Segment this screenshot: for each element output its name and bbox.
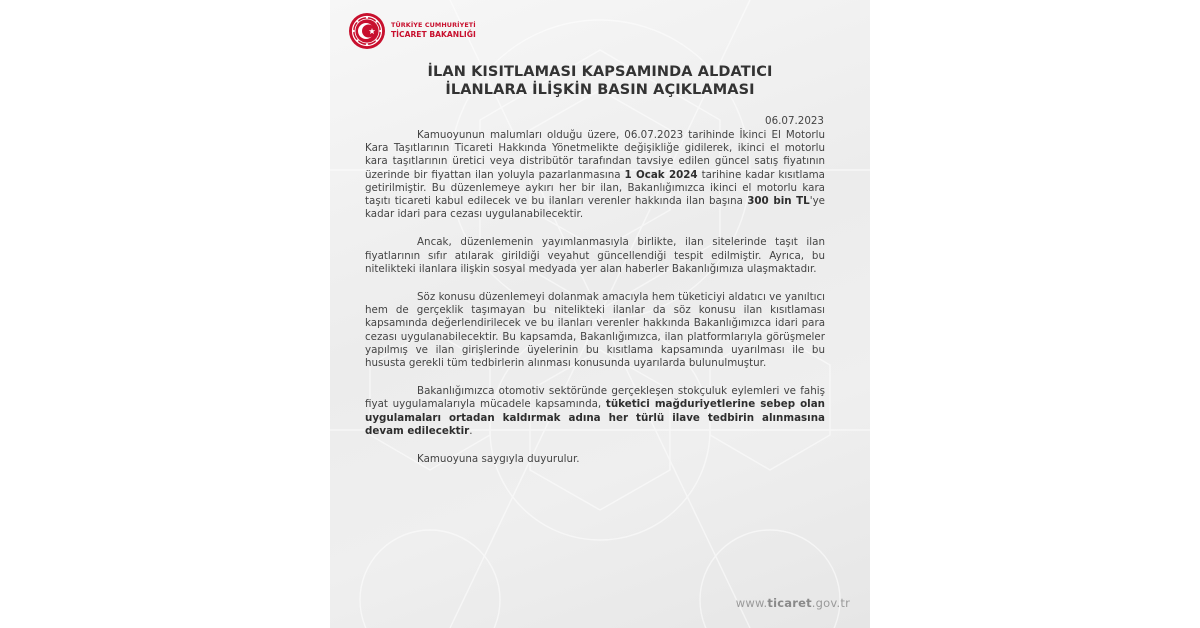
title-line2: İLANLARA İLİŞKİN BASIN AÇIKLAMASI	[445, 82, 755, 98]
paragraph-2: Ancak, düzenlemenin yayımlanmasıyla birlikte, ilan sitelerinde taşıt ilan fiyatlarının sıfır atılarak girildiği veyahut güncellendiği tespit edilmiştir. Ayrıca, bu nitelikteki ilanlara ilişkin sosyal medyada yer alan haberler Bakanlığımıza ulaşmaktadır.	[365, 236, 825, 275]
document-body	[365, 129, 825, 466]
p4-bold-statement: tüketici mağduriyetlerine sebep olan uygulamaları ortadan kaldırmak adına her türlü ilave tedbirin alınmasına devam edilecektir	[365, 398, 825, 437]
site-prefix: www.	[735, 596, 768, 610]
paragraph-4	[365, 385, 825, 438]
release-date: 06.07.2023	[765, 115, 824, 127]
title-line1: İLAN KISITLAMASI KAPSAMINDA ALDATICI	[427, 64, 773, 80]
p1-fine-highlight: 300 bin TL	[747, 195, 810, 208]
p1-text-a: Kamuoyunun malumları olduğu üzere, 06.07.2023 tarihinde İkinci El Motorlu Kara Taşıtlarının Ticareti Hakkında Yönetmelikte değişikliğe gidilerek, ikinci el motorlu kara taşıtlarının üretici veya distribütör tarafından tavsiye edilen güncel satış fiyatının üzerinde bir fiyattan ilan yoluyla pazarlanmasına	[365, 129, 825, 181]
p4-text-c: .	[469, 424, 473, 437]
site-suffix: .gov.tr	[811, 596, 850, 610]
p1-text-d: 'ye kadar idari para cezası uygulanabilecektir.	[365, 195, 826, 221]
ministry-seal-icon	[348, 12, 386, 50]
paragraph-1	[365, 129, 825, 221]
ministry-logo	[348, 12, 498, 52]
p4-text-a: Bakanlığımızca otomotiv sektöründe gerçekleşen stokçuluk eylemleri ve fahiş fiyat uygulamalarıyla mücadele kapsamında,	[365, 385, 825, 411]
site-domain: ticaret	[767, 596, 812, 610]
org-name-line2: TİCARET BAKANLIĞI	[391, 30, 476, 39]
website-url	[736, 596, 850, 610]
document-title	[330, 63, 870, 99]
org-name-line1: TÜRKİYE CUMHURİYETİ	[391, 21, 476, 29]
p1-text-c: tarihine kadar kısıtlama getirilmiştir. Bu düzenlemeye aykırı her bir ilan, Bakanlığımızca ikinci el motorlu kara taşıtı ticareti kabul edilecek ve bu ilanları verenler hakkında ilan başına	[365, 168, 825, 208]
press-release-document	[330, 0, 870, 628]
paragraph-3: Söz konusu düzenlemeyi dolanmak amacıyla hem tüketiciyi aldatıcı ve yanıltıcı hem de gerçeklik taşımayan bu nitelikteki ilanlar da söz konusu ilan kısıtlaması kapsamında değerlendirilecek ve bu ilanları verenler hakkında Bakanlığımızca idari para cezası uygulanabilecektir. Bu kapsamda, Bakanlığımızca, ilan platformlarıyla görüşmeler yapılmış ve ilan girişlerinde üyelerinin bu kısıtlama kapsamında uyarılması ile bu hususta gerekli tüm tedbirlerin alınması konusunda uyarılarda bulunulmuştur.	[365, 291, 825, 370]
paragraph-5: Kamuoyuna saygıyla duyurulur.	[417, 453, 580, 466]
p1-date-highlight: 1 Ocak 2024	[624, 168, 698, 181]
